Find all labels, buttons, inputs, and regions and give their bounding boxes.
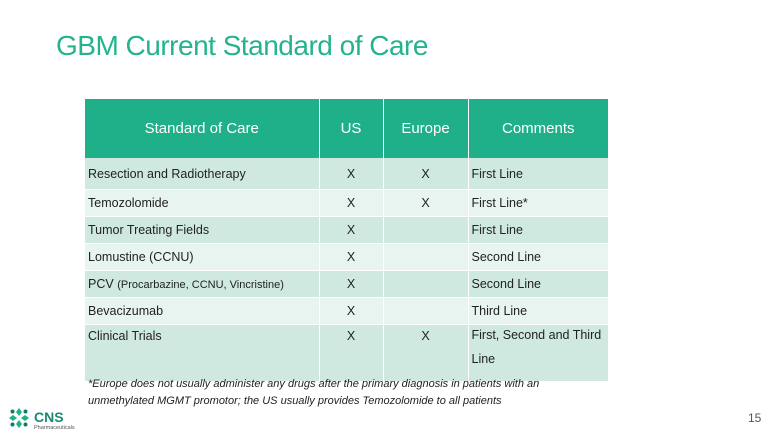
table-header-row [85, 99, 608, 158]
table-row [85, 271, 608, 298]
treatment-name: PCV [88, 277, 114, 291]
cell-comment: Second Line [468, 244, 608, 271]
logo-subtitle: Pharmaceuticals [34, 425, 75, 431]
cell-europe [383, 244, 468, 271]
cell-us: X [319, 244, 383, 271]
cell-europe [383, 217, 468, 244]
treatment-detail: (Procarbazine, CCNU, Vincristine) [117, 279, 284, 291]
cell-comment: First Line* [468, 190, 608, 217]
cell-europe: X [383, 325, 468, 382]
logo-wordmark: CNS [34, 409, 64, 425]
company-logo [6, 405, 76, 435]
cell-us: X [319, 325, 383, 382]
cell-treatment: Bevacizumab [85, 298, 319, 325]
table-row [85, 158, 608, 190]
header-us: US [319, 99, 383, 158]
cell-treatment [85, 271, 319, 298]
slide-title: GBM Current Standard of Care [56, 30, 428, 61]
comment-text: First, Second and Third Line [471, 328, 602, 366]
cns-logo-icon [8, 407, 30, 429]
cell-us: X [319, 158, 383, 190]
cell-us: X [319, 271, 383, 298]
cell-europe: X [383, 190, 468, 217]
cell-us: X [319, 298, 383, 325]
cell-comment: First Line [468, 217, 608, 244]
table-row [85, 325, 608, 382]
table-row [85, 217, 608, 244]
cell-comment [468, 325, 608, 382]
cell-europe [383, 298, 468, 325]
cell-comment: First Line [468, 158, 608, 190]
cell-europe: X [383, 158, 468, 190]
standard-of-care-table [85, 99, 608, 381]
cell-comment: Second Line [468, 271, 608, 298]
cell-europe [383, 271, 468, 298]
cell-treatment: Lomustine (CCNU) [85, 244, 319, 271]
header-comments: Comments [468, 99, 608, 158]
page-number: 15 [748, 411, 762, 425]
cell-us: X [319, 190, 383, 217]
table-row [85, 298, 608, 325]
header-standard-of-care: Standard of Care [85, 99, 319, 158]
footnote: *Europe does not usually administer any drugs after the primary diagnosis in patients with an unmethylated MGMT promotor; the US usually provides Temozolomide to all patients [88, 378, 540, 407]
cell-treatment: Resection and Radiotherapy [85, 158, 319, 190]
cell-treatment: Clinical Trials [85, 325, 319, 382]
cell-treatment: Temozolomide [85, 190, 319, 217]
table-row [85, 190, 608, 217]
table-row [85, 244, 608, 271]
cell-treatment: Tumor Treating Fields [85, 217, 319, 244]
header-europe: Europe [383, 99, 468, 158]
cell-us: X [319, 217, 383, 244]
cell-comment: Third Line [468, 298, 608, 325]
